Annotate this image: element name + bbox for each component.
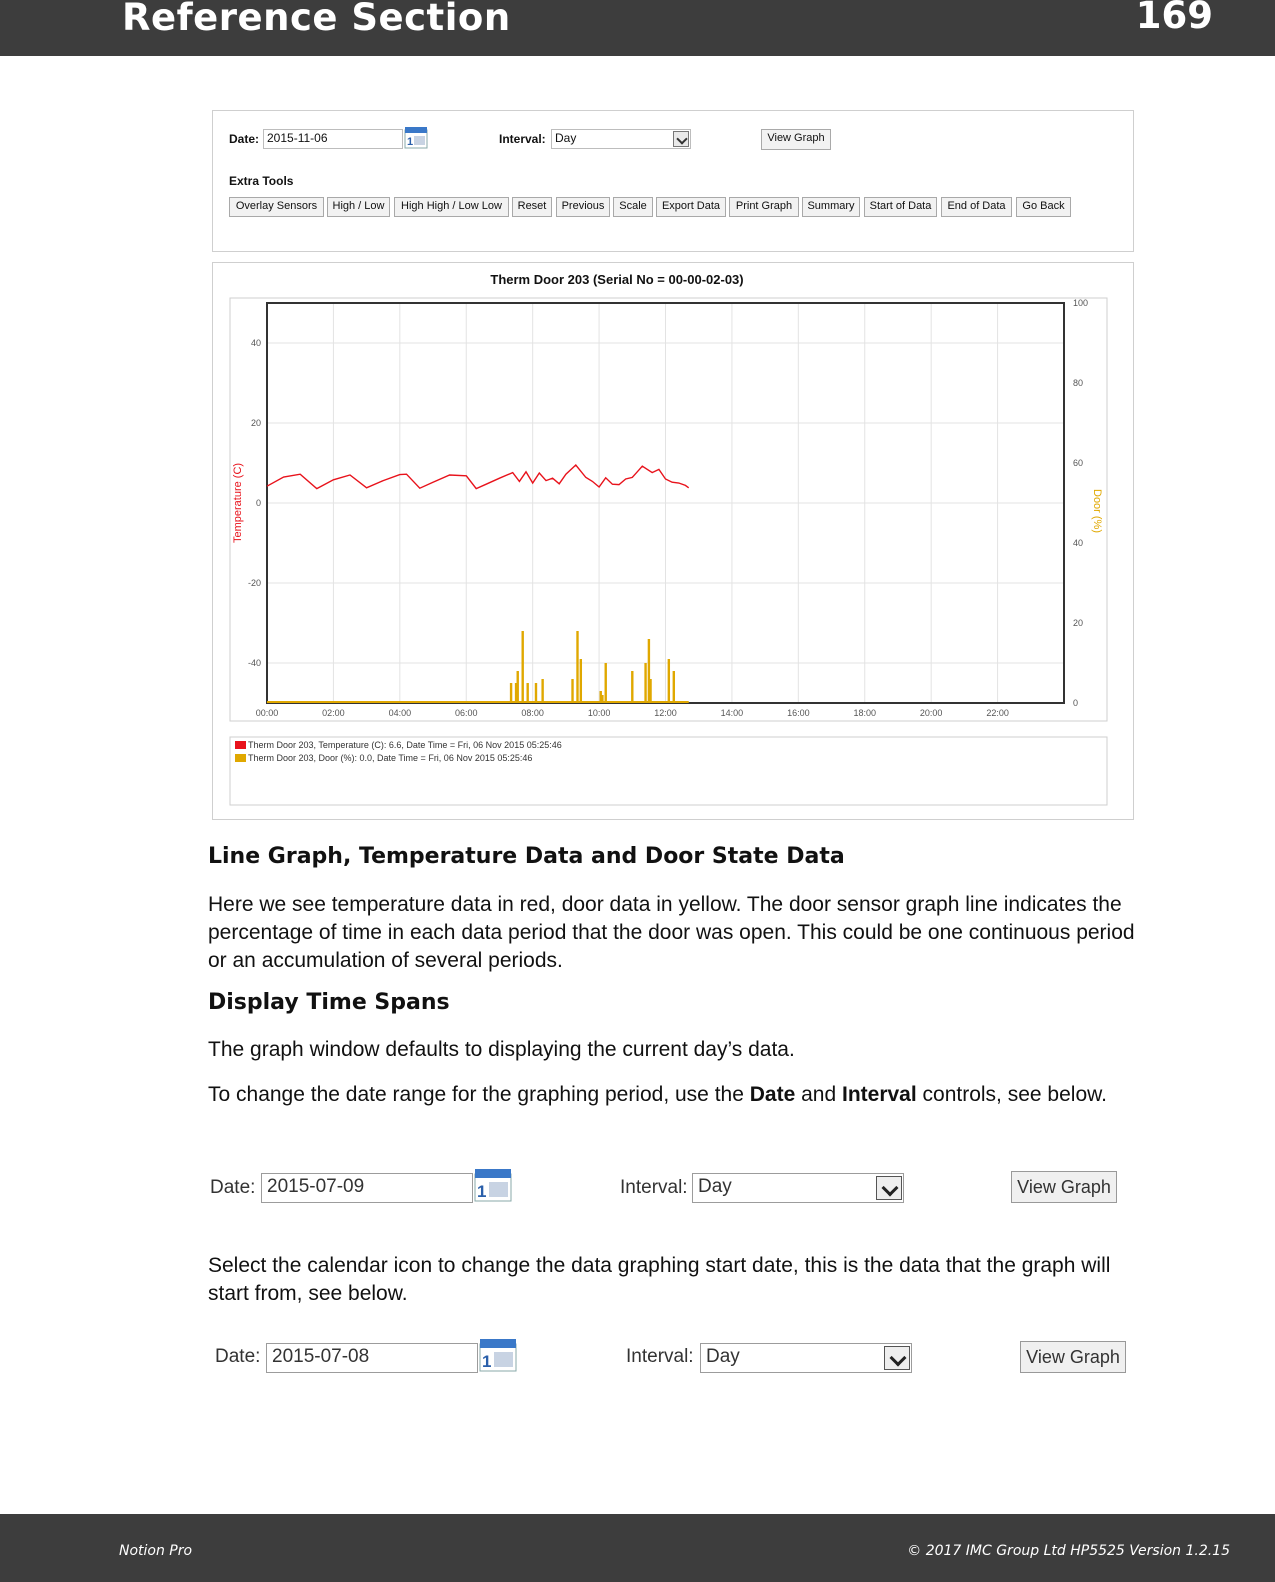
svg-text:1: 1 [477,1182,487,1201]
legend-temperature: Therm Door 203, Temperature (C): 6.6, Date Time = Fri, 06 Nov 2015 05:25:46 [248,740,562,750]
heading-display-time-spans: Display Time Spans [208,990,450,1015]
view-graph-button[interactable]: View Graph [761,129,831,150]
paragraph-calendar-icon: Select the calendar icon to change the data graphing start date, this is the data that the graph will start from, see below. [208,1254,1111,1305]
interval-label: Interval: [499,132,546,146]
y-right-tick-label: 100 [1073,298,1089,308]
door-bar [649,679,651,703]
date-term: Date [749,1083,796,1106]
date-input[interactable]: 2015-07-08 [266,1343,478,1373]
door-bar [631,671,633,703]
interval-label: Interval: [626,1346,694,1367]
start-of-data-button[interactable]: Start of Data [864,197,937,217]
calendar-icon[interactable] [403,125,429,149]
para-text: controls, see below. [916,1083,1107,1106]
chart-panel [212,262,1134,820]
date-label: Date: [215,1346,261,1367]
svg-text:1: 1 [482,1352,492,1371]
y-left-tick-label: 40 [250,338,261,348]
x-tick-label: 16:00 [787,708,810,718]
door-bar [522,631,524,703]
interval-select[interactable]: Day [692,1173,904,1203]
y-right-tick-label: 40 [1073,538,1084,548]
footer-copyright: © 2017 IMC Group Ltd HP5525 Version 1.2.15 [907,1543,1230,1559]
x-tick-label: 14:00 [720,708,744,718]
date-label: Date: [210,1177,256,1198]
y-left-tick-label: 0 [255,498,261,508]
x-tick-label: 06:00 [454,708,478,718]
calendar-icon[interactable] [477,1336,519,1372]
date-input[interactable]: 2015-11-06 [263,129,403,149]
y-left-tick-label: 20 [250,418,261,428]
chevron-down-icon[interactable] [884,1346,910,1370]
door-bar [515,683,517,703]
door-bar [605,663,607,703]
heading-line-graph: Line Graph, Temperature Data and Door State Data [208,844,845,869]
door-bar [571,679,573,703]
graph-tool-panel [212,110,1134,252]
print-graph-button[interactable]: Print Graph [729,197,799,217]
interval-select[interactable]: Day [551,129,691,149]
x-tick-label: 04:00 [388,708,412,718]
y-right-axis-label: Door (%) [1091,488,1103,534]
extra-tools-label: Extra Tools [229,174,294,188]
x-tick-label: 08:00 [521,708,544,718]
chevron-down-icon[interactable] [876,1176,902,1200]
page-footer [0,1514,1275,1582]
para-text: and [795,1083,842,1106]
view-graph-button[interactable]: View Graph [1020,1341,1126,1373]
previous-button[interactable]: Previous [556,197,610,217]
svg-text:1: 1 [407,136,414,148]
page-number: 169 [1135,0,1213,37]
x-tick-label: 18:00 [853,708,877,718]
y-right-tick-label: 80 [1073,378,1084,388]
door-bar [541,679,543,703]
y-right-tick-label: 0 [1073,698,1079,708]
x-tick-label: 02:00 [322,708,345,718]
end-of-data-button[interactable]: End of Data [941,197,1012,217]
x-tick-label: 20:00 [919,708,943,718]
door-bar [580,659,582,703]
door-bar [526,683,528,703]
date-label: Date: [229,132,260,146]
legend-door-swatch [235,754,246,762]
interval-term: Interval [841,1083,917,1106]
reset-button[interactable]: Reset [512,197,552,217]
door-bar [535,683,537,703]
summary-button[interactable]: Summary [802,197,860,217]
door-bar [576,631,578,703]
paragraph-default-day: The graph window defaults to displaying the current day’s data. [208,1038,795,1061]
y-left-tick-label: -20 [247,578,261,588]
chart-title: Therm Door 203 (Serial No = 00-00-02-03) [490,272,744,287]
y-left-axis-label: Temperature (C) [232,462,244,544]
x-tick-label: 22:00 [986,708,1009,718]
legend-temperature-swatch [235,741,246,749]
section-title: Reference Section [122,0,511,39]
chevron-down-icon[interactable] [673,131,689,147]
x-tick-label: 12:00 [654,708,677,718]
door-bar [510,683,512,703]
paragraph-date-range [208,1081,1148,1109]
door-bar [668,659,670,703]
interval-select[interactable]: Day [700,1343,912,1373]
y-right-tick-label: 60 [1073,458,1084,468]
overlay-sensors-button[interactable]: Overlay Sensors [229,197,324,217]
door-bar [673,671,675,703]
door-bar [600,691,602,703]
page-header [0,0,1275,56]
y-left-tick-label: -40 [247,658,261,668]
export-data-button[interactable]: Export Data [656,197,726,217]
door-bar [644,663,646,703]
footer-product: Notion Pro [119,1543,193,1559]
x-tick-label: 00:00 [255,708,279,718]
view-graph-button[interactable]: View Graph [1011,1171,1117,1203]
temperature-door-chart [213,263,1133,819]
scale-button[interactable]: Scale [613,197,653,217]
date-input[interactable]: 2015-07-09 [261,1173,473,1203]
go-back-button[interactable]: Go Back [1016,197,1071,217]
interval-label: Interval: [620,1177,688,1198]
paragraph-line-graph: Here we see temperature data in red, door data in yellow. The door sensor graph line indicates the percentage of time in each data period that the door was open. This could be one continuous period or an accumulation of several periods. [208,893,1135,972]
high-high-low-low-button[interactable]: High High / Low Low [394,197,509,217]
x-tick-label: 10:00 [587,708,611,718]
y-right-tick-label: 20 [1073,618,1084,628]
calendar-icon[interactable] [472,1166,514,1202]
legend-door: Therm Door 203, Door (%): 0.0, Date Time = Fri, 06 Nov 2015 05:25:46 [248,753,533,763]
high-low-button[interactable]: High / Low [327,197,390,217]
para-text: To change the date range for the graphing period, use the [208,1083,750,1106]
